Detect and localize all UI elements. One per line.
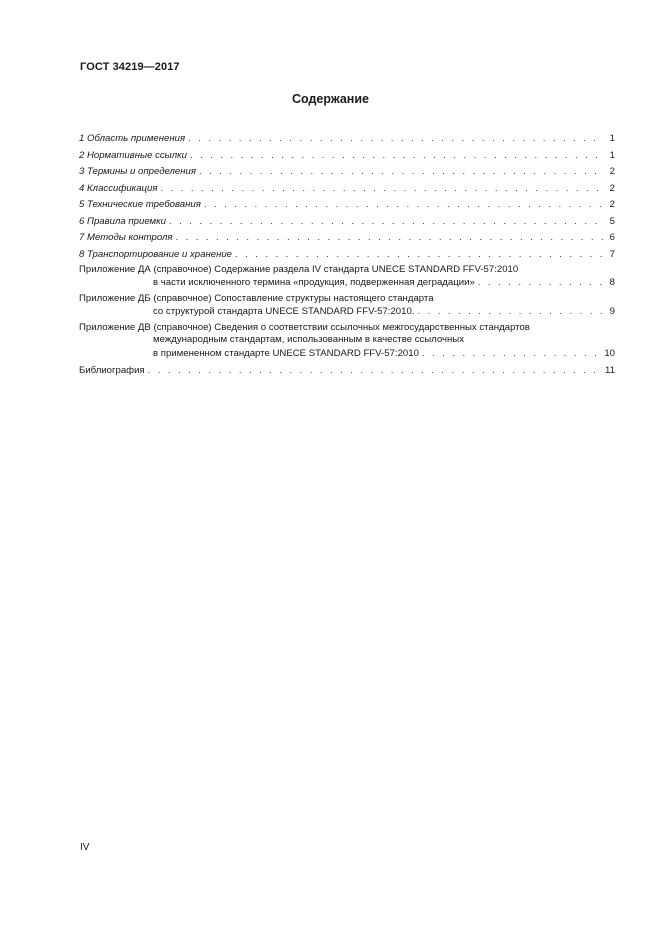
appendix-title-line: международным стандартам, использованным в качестве ссылочных — [153, 334, 464, 345]
appendix-title-line: Приложение ДА (справочное) Содержание раздела IV стандарта UNECE STANDARD FFV-57:2010 — [79, 264, 519, 275]
dot-leader — [199, 164, 604, 181]
appendix-continuation — [79, 347, 615, 360]
page-number: IV — [80, 842, 90, 853]
toc-entry[interactable] — [79, 148, 615, 165]
toc-entry-page: 2 — [609, 182, 615, 194]
toc-title: Содержание — [291, 92, 369, 106]
toc-entry-label: 5 Технические требования — [79, 199, 201, 210]
toc-entry[interactable] — [79, 181, 615, 198]
toc-entry-page: 11 — [605, 364, 615, 376]
toc-entry-page: 1 — [609, 133, 615, 144]
toc-entry-label: 1 Область применения — [79, 133, 186, 144]
appendix-continuation — [79, 276, 615, 289]
toc-entry-bibliography[interactable] — [79, 363, 615, 380]
appendix-continuation — [79, 305, 615, 318]
appendix-title-line: в части исключенного термина «продукция, подверженная деградации» — [153, 277, 475, 288]
toc-entry-page: 9 — [609, 306, 615, 317]
toc-entry-page: 2 — [609, 199, 615, 210]
dot-leader — [478, 276, 604, 289]
appendix-title-line: Приложение ДВ (справочное) Сведения о соответствии ссылочных межгосударственных стандартов — [79, 322, 530, 333]
toc-entry[interactable] — [79, 164, 615, 181]
toc-entry[interactable] — [79, 131, 615, 148]
toc-entry-page: 1 — [609, 149, 615, 161]
dot-leader — [204, 197, 604, 214]
toc-entry-label: 6 Правила приемки — [79, 215, 166, 227]
dot-leader — [417, 305, 604, 318]
dot-leader — [188, 131, 604, 148]
toc-entry-page: 8 — [609, 277, 615, 288]
toc-entry-page: 5 — [609, 215, 615, 227]
table-of-contents — [79, 131, 615, 379]
toc-entry[interactable] — [79, 197, 615, 214]
toc-entry-label: 4 Классификация — [79, 182, 158, 194]
toc-entry[interactable] — [79, 247, 615, 264]
toc-entry-label: Библиография — [79, 364, 145, 376]
toc-entry-page: 10 — [604, 347, 615, 359]
dot-leader — [161, 181, 605, 198]
dot-leader — [148, 363, 602, 380]
document-header: ГОСТ 34219—2017 — [80, 61, 180, 73]
toc-appendix-dv[interactable] — [79, 321, 615, 360]
toc-entry-label: 8 Транспортирование и хранение — [79, 248, 233, 260]
dot-leader — [169, 214, 604, 231]
toc-appendix-db[interactable] — [79, 292, 615, 318]
toc-entry-label: 3 Термины и определения — [79, 166, 197, 177]
toc-entry[interactable] — [79, 214, 615, 231]
toc-appendix-da[interactable] — [79, 263, 615, 289]
toc-entry-label: 7 Методы контроля — [79, 232, 173, 243]
toc-entry-page: 2 — [609, 166, 615, 177]
toc-entry-label: 2 Нормативные ссылки — [79, 149, 188, 161]
toc-entry-page: 6 — [609, 232, 615, 243]
toc-entry[interactable] — [79, 230, 615, 247]
dot-leader — [422, 347, 601, 360]
toc-entry-page: 7 — [609, 248, 615, 260]
dot-leader — [235, 247, 604, 264]
dot-leader — [176, 230, 605, 247]
appendix-title-line: со структурой стандарта UNECE STANDARD FFV-57:2010. — [153, 306, 415, 317]
dot-leader — [190, 148, 604, 165]
appendix-title-line: Приложение ДБ (справочное) Сопоставление структуры настоящего стандарта — [79, 293, 434, 304]
appendix-title-line: в примененном стандарте UNECE STANDARD FFV-57:2010 — [153, 347, 419, 359]
